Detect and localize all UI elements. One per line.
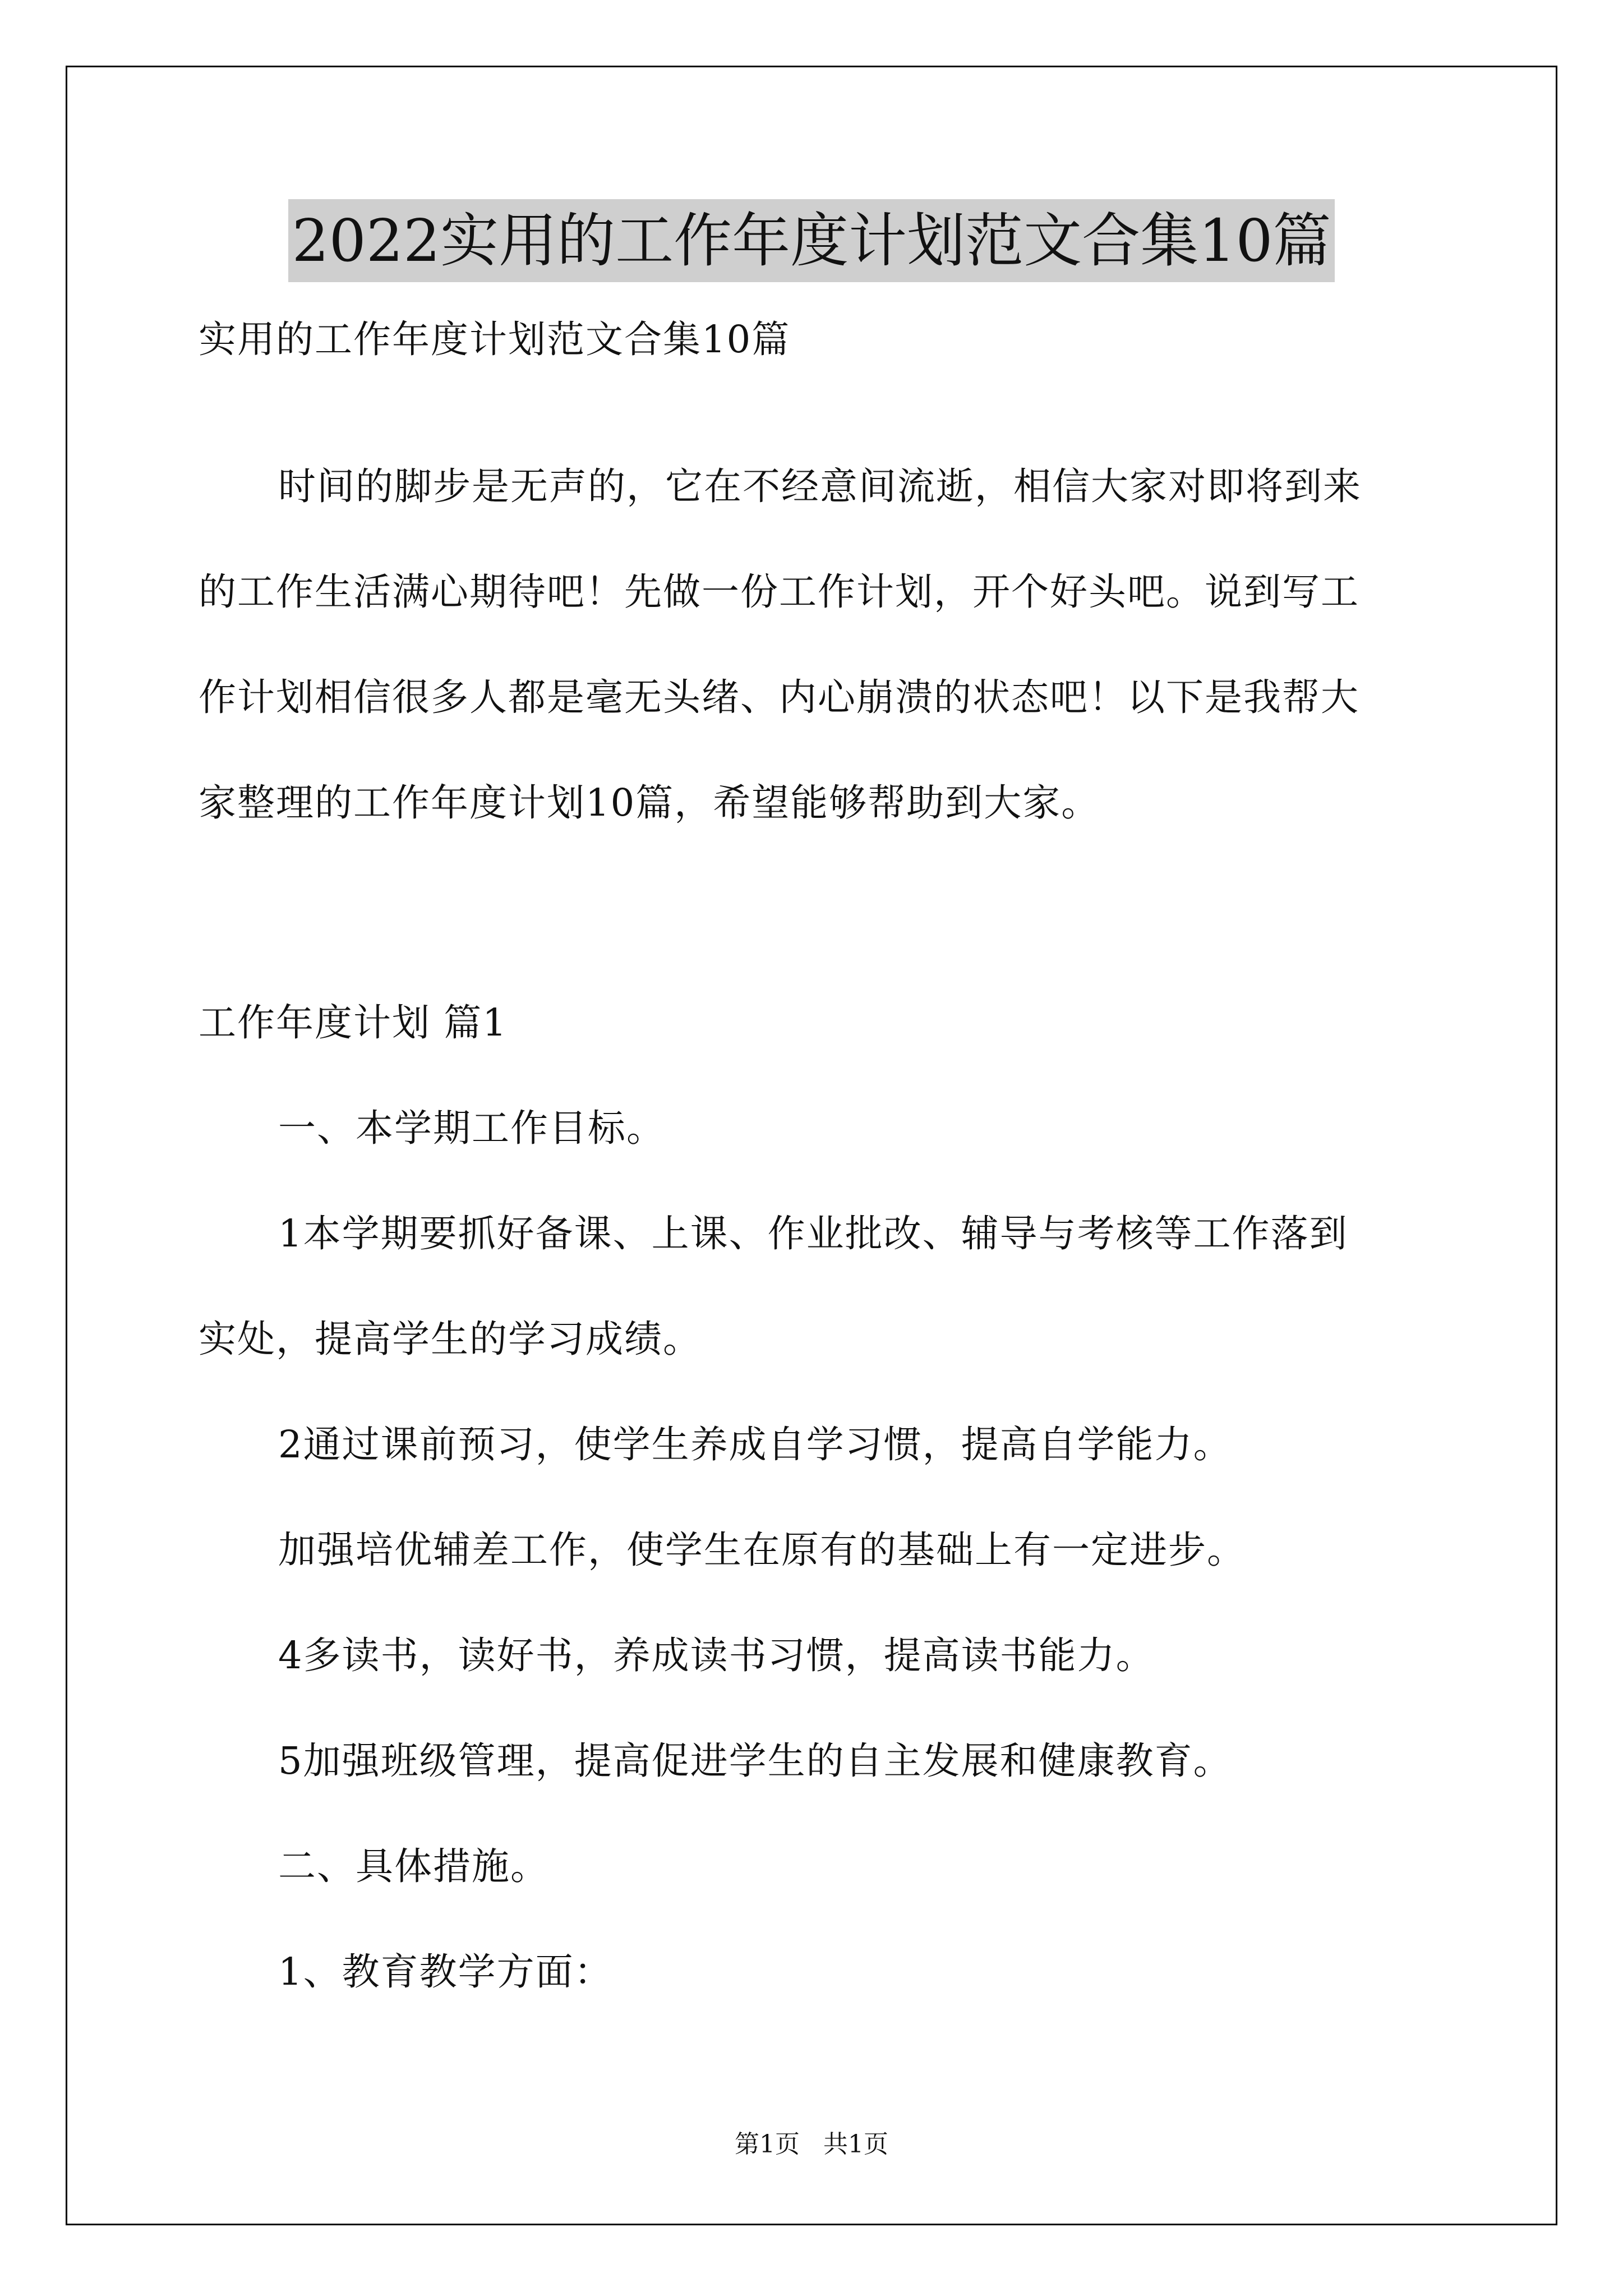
body-line: 二、具体措施。 bbox=[278, 1844, 549, 1888]
section-heading: 工作年度计划 篇1 bbox=[199, 1001, 508, 1045]
body-line: 4多读书，读好书，养成读书习惯，提高读书能力。 bbox=[278, 1634, 1155, 1677]
body-line: 一、本学期工作目标。 bbox=[278, 1106, 665, 1150]
intro-line-2: 的工作生活满心期待吧！先做一份工作计划，开个好头吧。说到写工 bbox=[199, 570, 1359, 614]
body-line: 2通过课前预习，使学生养成自学习惯，提高自学能力。 bbox=[278, 1423, 1232, 1466]
document-title bbox=[0, 199, 1623, 282]
intro-line-4: 家整理的工作年度计划10篇，希望能够帮助到大家。 bbox=[199, 781, 1100, 825]
body-line: 加强培优辅差工作，使学生在原有的基础上有一定进步。 bbox=[278, 1528, 1246, 1572]
body-line: 实处，提高学生的学习成绩。 bbox=[199, 1317, 702, 1361]
intro-line-3: 作计划相信很多人都是毫无头绪、内心崩溃的状态吧！以下是我帮大 bbox=[199, 675, 1359, 719]
document-subtitle: 实用的工作年度计划范文合集10篇 bbox=[199, 318, 791, 361]
body-line: 5加强班级管理，提高促进学生的自主发展和健康教育。 bbox=[278, 1739, 1232, 1783]
body-line: 1本学期要抓好备课、上课、作业批改、辅导与考核等工作落到 bbox=[278, 1212, 1348, 1255]
body-line: 1、教育教学方面： bbox=[278, 1950, 613, 1994]
page-footer: 第1页 共1页 bbox=[735, 2130, 888, 2159]
document-title-text: 2022实用的工作年度计划范文合集10篇 bbox=[288, 199, 1334, 282]
intro-line-1: 时间的脚步是无声的，它在不经意间流逝，相信大家对即将到来 bbox=[278, 464, 1362, 508]
